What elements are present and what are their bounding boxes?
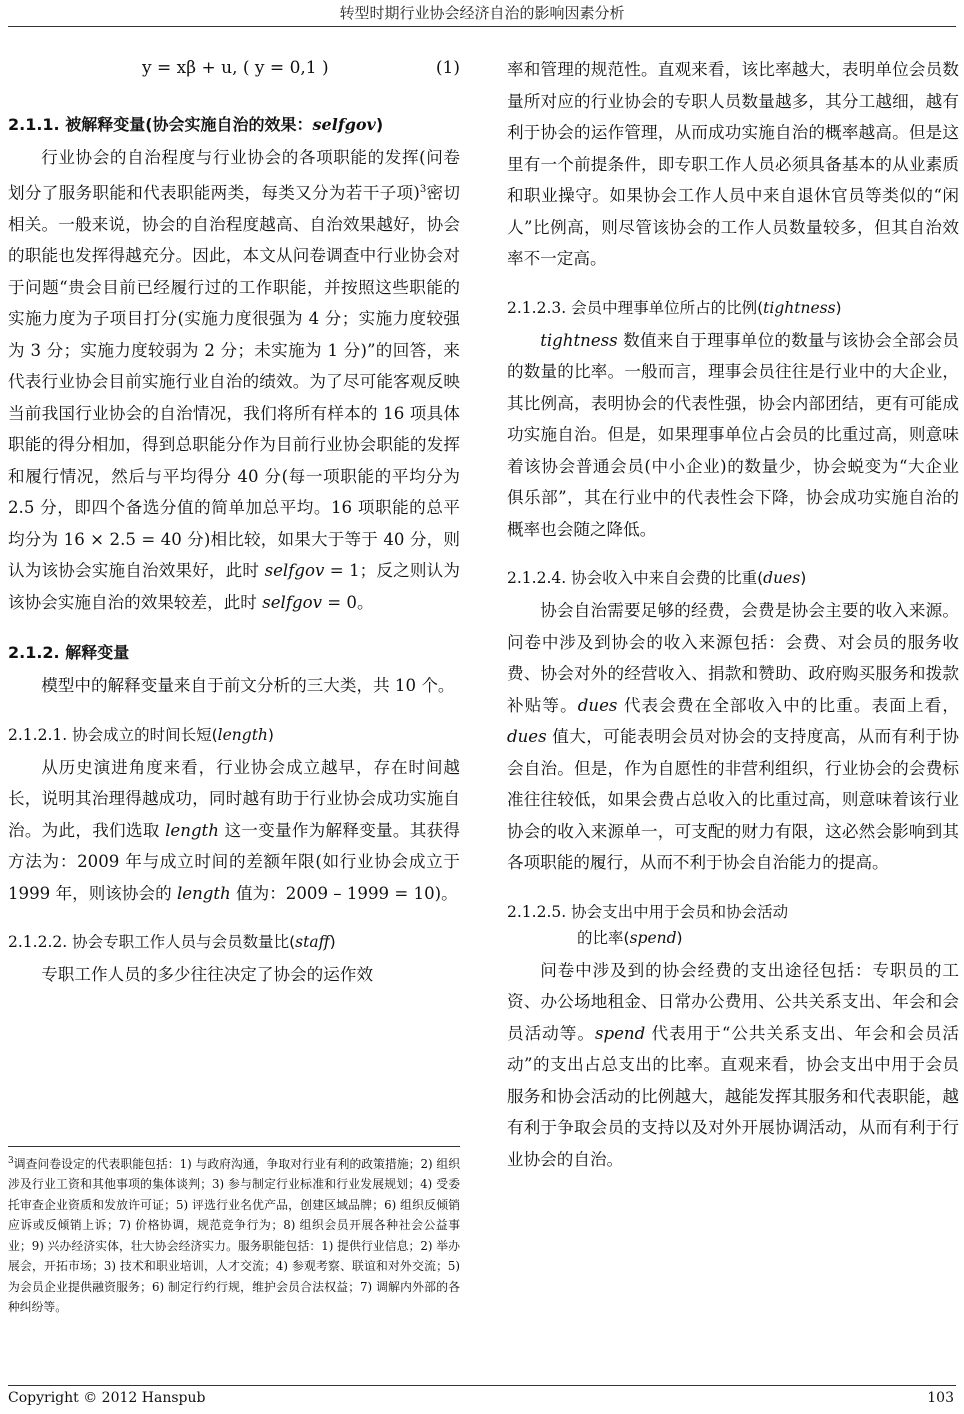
section-number: 2.1.2.1. xyxy=(8,725,68,744)
section-heading-2-1-2-2 xyxy=(8,929,460,955)
copyright: Copyright © 2012 Hanspub xyxy=(8,1390,206,1406)
text-span: 这一变量作为解释变量。其获得方法为：2009 年与成立时间的差额年限(如行业协会成立于 1999 年，则该协会的 xyxy=(8,820,460,903)
section-close-paren: ) xyxy=(835,298,842,317)
section-variable: tightness xyxy=(763,298,836,317)
paragraph-selfgov xyxy=(8,142,460,618)
variable-name: selfgov xyxy=(262,592,322,612)
section-number: 2.1.2.5. xyxy=(507,902,567,921)
footer-rule xyxy=(8,1385,956,1386)
page-number: 103 xyxy=(927,1390,954,1406)
section-variable: spend xyxy=(629,928,677,947)
paragraph-dues xyxy=(507,595,959,879)
left-column xyxy=(8,54,460,991)
section-title: 被解释变量(协会实施自治的效果： xyxy=(65,115,313,134)
text-span: 密切相关。一般来说，协会的自治程度越高、自治效果越好，协会的职能也发挥得越充分。因此，本文从问卷调查中行业协会对于问题“贵会目前已经履行过的工作职能，并按照这些职能的实施力度为子项目打分(实施力度很强为 4 分；实施力度较强为 3 分；实施力度较弱为 2 分；未实施为 1 分)”的回答，来代表行业协会目前实施行业自治的绩效。为了尽可能客观反映当前我国行业协会的自治情况，我们将所有样本的 16 项具体职能的得分相加，得到总职能分作为目前行业协会职能的发挥和履行情况，然后与平均得分 40 分(每一项职能的平均分为 2.5 分，即四个备选分值的简单加总平均。16 项职能的总平均分为 16 × 2.5 = 40 分)相比较，如果大于等于 40 分，则认为该协会实施自治效果好，此时 xyxy=(8,183,460,581)
variable-name: dues xyxy=(577,695,618,715)
section-close-paren: ) xyxy=(375,115,384,134)
section-number: 2.1.2.3. xyxy=(507,298,567,317)
variable-name: dues xyxy=(507,727,547,746)
variable-name: selfgov xyxy=(264,561,325,581)
section-heading-2-1-1 xyxy=(8,112,460,138)
variable-name: spend xyxy=(594,1023,646,1043)
header-rule xyxy=(8,26,956,27)
section-close-paren: ) xyxy=(676,928,683,947)
section-close-paren: ) xyxy=(329,933,336,952)
section-heading-2-1-2-3 xyxy=(507,295,959,321)
footnote-text: 调查问卷设定的代表职能包括：1) 与政府沟通，争取对行业有利的政策措施；2) 组织涉及行业工资和其他事项的集体谈判；3) 参与制定行业标准和行业发展规划；4) 受委托审查企业资质和发放许可证；5) 评选行业名优产品，创建区域品牌；6) 组织反倾销应诉或反倾销上诉；7) 价格协调，规范竞争行为；8) 组织会员开展各种社会公益事业；9) 兴办经济实体，壮大协会经济实力。服务职能包括：1) 提供行业信息；2) 举办展会，开拓市场；3) 技术和职业培训，人才交流；4) 参观考察、联谊和对外交流；5) 为会员企业提供融资服务；6) 制定行约行规，维护会员合法权益；7) 调解内外部的各种纠纷等。 xyxy=(8,1156,460,1315)
text-span: 代表会费在全部收入中的比重。表面上看， xyxy=(617,695,959,715)
paragraph-staff: 专职工作人员的多少往往决定了协会的运作效 xyxy=(41,965,374,985)
paragraph-staff-continued: 率和管理的规范性。直观来看，该比率越大，表明单位会员数量所对应的行业协会的专职人员数量越多，其分工越细，越有利于协会的运作管理，从而成功实施自治的概率越高。但是这里有一个前提条件，即专职工作人员必须具备基本的从业素质和职业操守。如果协会工作人员中来自退休官员等类似的“闲人”比例高，则尽管该协会的工作人员数量较多，但其自治效率不一定高。 xyxy=(507,60,959,268)
section-title: 协会支出中用于会员和协会活动 xyxy=(571,902,789,921)
equation-expression: y = xβ + u, ( y = 0,1 ) xyxy=(142,58,329,78)
variable-name: length xyxy=(176,883,231,903)
section-variable: dues xyxy=(763,569,801,587)
paragraph-length xyxy=(8,752,460,910)
section-title: 协会收入中来自会费的比重( xyxy=(571,569,764,587)
paragraph-spend xyxy=(507,955,959,1176)
section-variable: selfgov xyxy=(312,115,376,134)
text-span: = 1；反之则认为该协会实施自治的效果较差，此时 xyxy=(8,561,460,612)
section-title: 协会专职工作人员与会员数量比( xyxy=(72,933,296,952)
section-variable: staff xyxy=(295,933,330,952)
section-number: 2.1.2.2. xyxy=(8,933,68,952)
section-variable: length xyxy=(217,725,268,744)
text-span: 值为：2009 – 1999 = 10)。 xyxy=(230,883,458,903)
paragraph-tightness xyxy=(507,325,959,546)
right-column xyxy=(507,54,959,1175)
text-span: 代表用于“公共关系支出、年会和会员活动”的支出占总支出的比率。直观来看，协会支出中用于会员服务和协会活动的比例越大，越能发挥其服务和代表职能，越有利于争取会员的支持以及对外开展协调活动，从而有利于行业协会的自治。 xyxy=(507,1023,959,1169)
section-heading-2-1-2-5 xyxy=(507,899,959,951)
paragraph-explanatory: 模型中的解释变量来自于前文分析的三大类，共 10 个。 xyxy=(41,676,455,696)
equation-number: (1) xyxy=(435,58,460,78)
text-span: 从历史演进角度来看，行业协会成立越早，存在时间越长，说明其治理得越成功，同时越有助于行业协会成功实施自治。为此，我们选取 xyxy=(8,757,460,840)
text-span: 行业协会的自治程度与行业协会的各项职能的发挥(问卷划分了服务职能和代表职能两类，每类又分为若干子项) xyxy=(8,148,460,203)
footnote-number: 3 xyxy=(8,1156,14,1166)
variable-name: tightness xyxy=(540,330,618,350)
section-number: 2.1.2.4. xyxy=(507,569,567,587)
section-number: 2.1.2. xyxy=(8,643,60,663)
section-title: 解释变量 xyxy=(65,643,130,663)
text-span: 问卷中涉及到的协会经费的支出途径包括：专职员的工资、办公场地租金、日常办公费用、公共关系支出、年会和会员活动等。 xyxy=(507,960,959,1043)
variable-name: length xyxy=(165,820,219,840)
section-close-paren: ) xyxy=(267,725,274,744)
section-close-paren: ) xyxy=(800,569,807,587)
section-heading-2-1-2 xyxy=(8,640,460,666)
section-title: 的比率( xyxy=(577,928,630,947)
text-span: = 0。 xyxy=(321,592,374,612)
running-header: 转型时期行业协会经济自治的影响因素分析 xyxy=(339,4,625,22)
text-span: 协会自治需要足够的经费，会费是协会主要的收入来源。问卷中涉及到协会的收入来源包括：会费、对会员的服务收费、协会对外的经营收入、捐款和赞助、政府购买服务和拨款补贴等。 xyxy=(507,601,959,715)
section-heading-2-1-2-4 xyxy=(507,565,959,591)
footnote-marker[interactable]: 3 xyxy=(419,183,427,195)
footnote xyxy=(8,1146,460,1318)
section-number: 2.1.1. xyxy=(8,115,60,134)
text-span: 值大，可能表明会员对协会的支持度高，从而有利于协会自治。但是，作为自愿性的非营利组织，行业协会的会费标准往往较低，如果会费占总收入的比重过高，则意味着该行业协会的收入来源单一，可支配的财力有限，这必然会影响到其各项职能的履行，从而不利于协会自治能力的提高。 xyxy=(507,727,959,872)
equation-1 xyxy=(8,54,460,90)
section-heading-2-1-2-1 xyxy=(8,722,460,748)
section-title: 协会成立的时间长短( xyxy=(72,725,218,744)
text-span: 数值来自于理事单位的数量与该协会全部会员的数量的比率。一般而言，理事会员往往是行业中的大企业，其比例高，表明协会的代表性强，协会内部团结，更有可能成功实施自治。但是，如果理事单位占会员的比重过高，则意味着该协会普通会员(中小企业)的数量少，协会蜕变为“大企业俱乐部”，其在行业中的代表性会下降，协会成功实施自治的概率也会随之降低。 xyxy=(507,330,959,539)
section-title: 会员中理事单位所占的比例( xyxy=(571,298,764,317)
section-title-line2 xyxy=(507,925,959,951)
